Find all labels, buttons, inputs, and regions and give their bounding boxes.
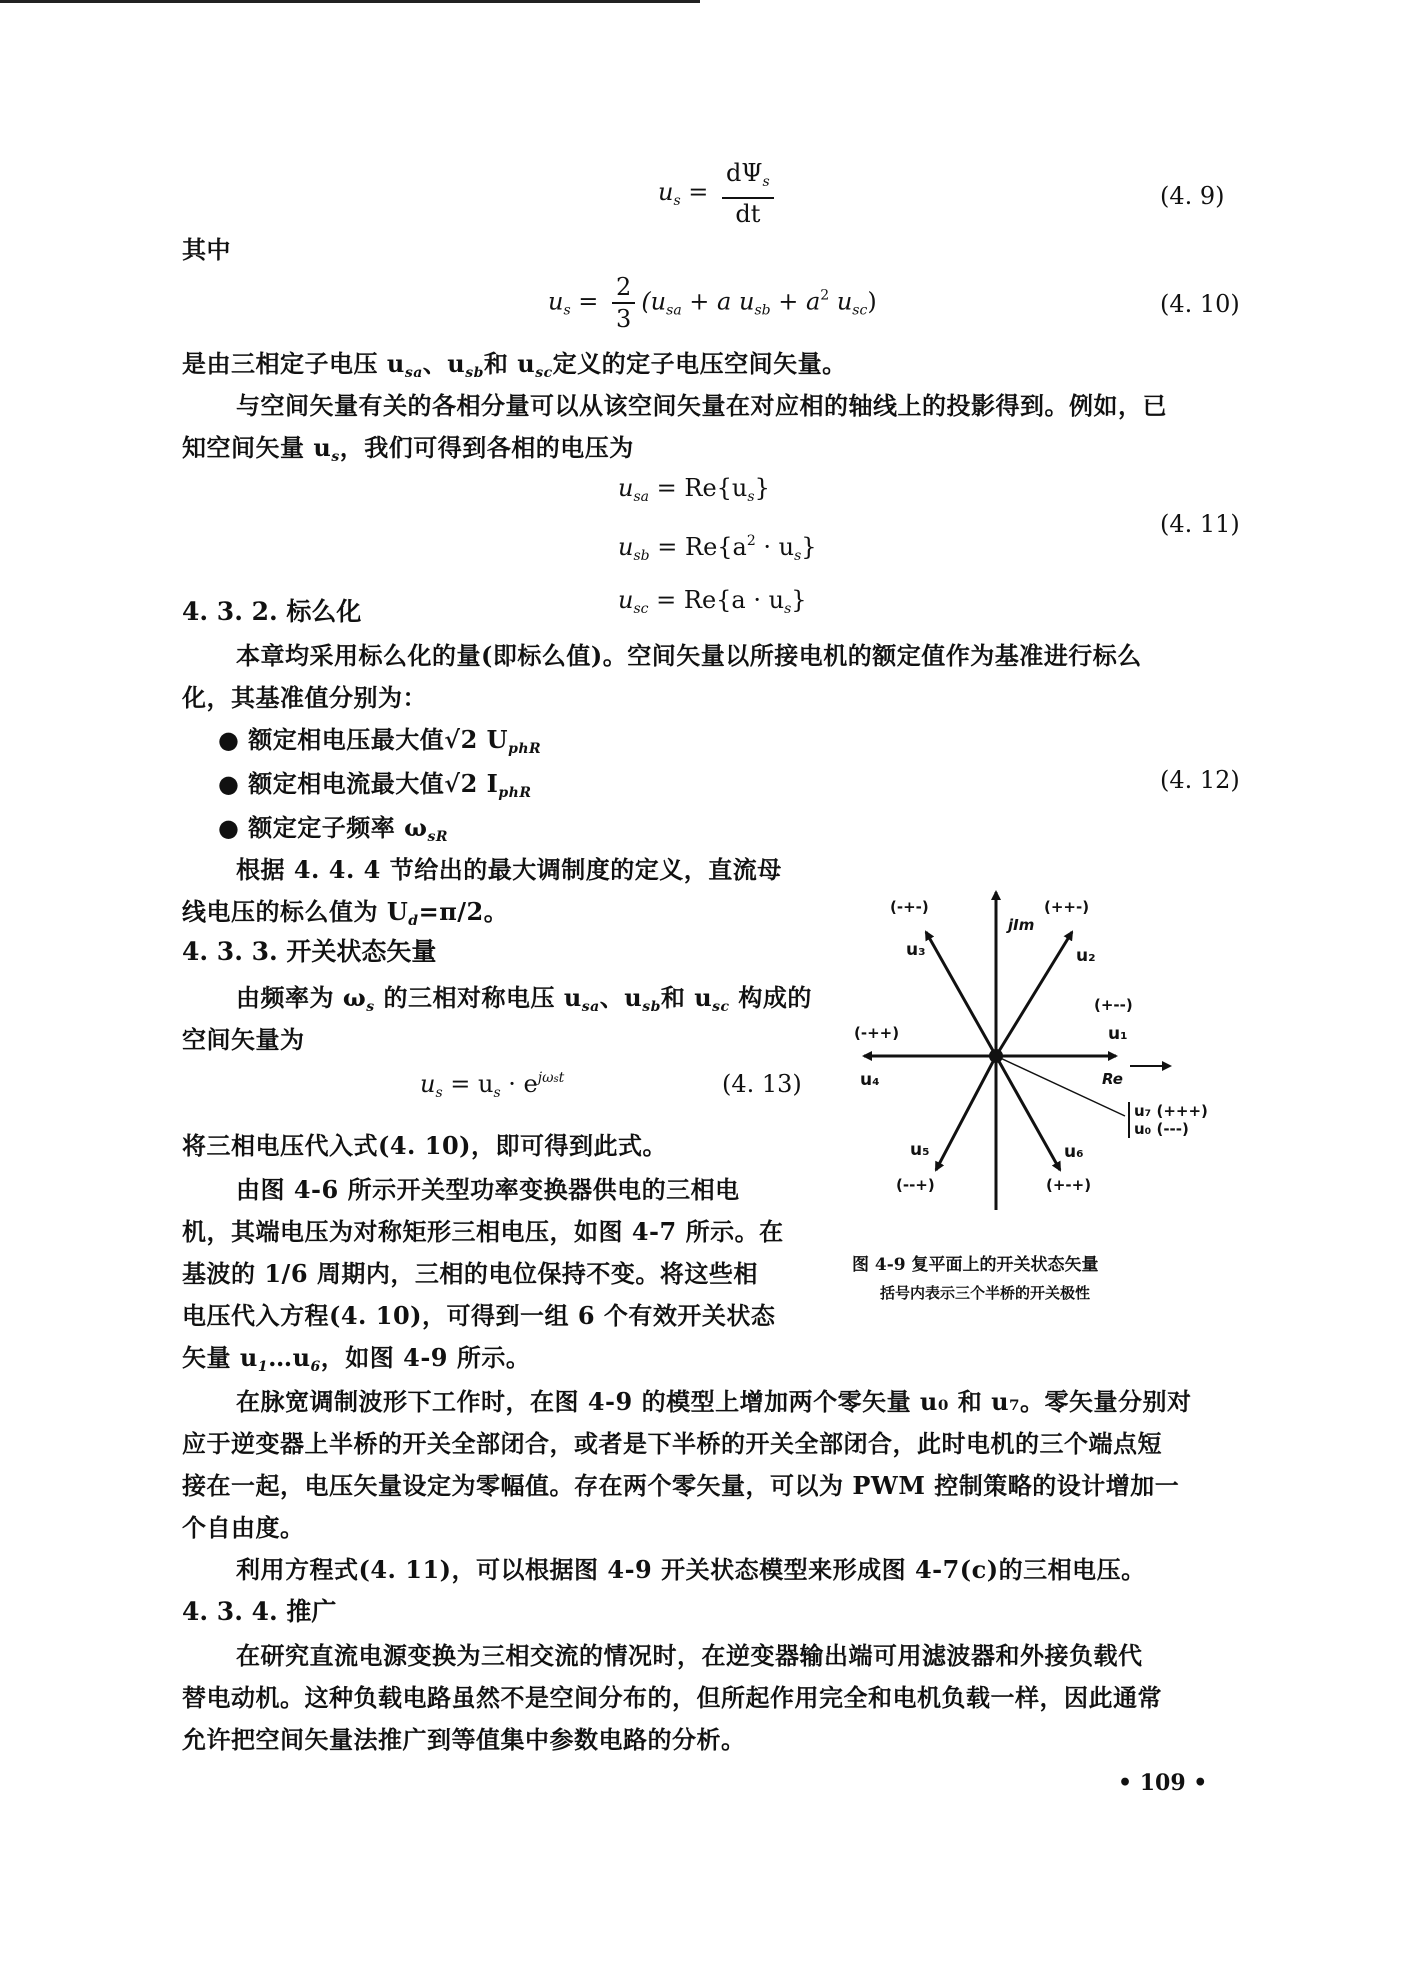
- paragraph-10-line-3: 允许把空间矢量法推广到等值集中参数电路的分析。: [182, 1725, 746, 1754]
- section-heading-4-3-4: 4. 3. 4. 推广: [182, 1597, 337, 1626]
- section-heading-4-3-3: 4. 3. 3. 开关状态矢量: [182, 937, 437, 966]
- state-u5: (--+): [896, 1176, 935, 1194]
- paragraph-1: 是由三相定子电压 $u_{sa}$、$u_{sb}$和 $u_{sc}$定义的定子电压空间矢量。: [182, 349, 847, 381]
- paragraph-5-line-1: 由频率为 $\omega_s$ 的三相对称电压 $u_{sa}$、$u_{sb}$和 $u_{sc}$ 构成的: [236, 983, 812, 1015]
- figure-caption-note: 括号内表示三个半桥的开关极性: [880, 1284, 1091, 1302]
- figure-4-9: [840, 880, 1240, 1220]
- label-u7: u₇ (+++): [1128, 1102, 1208, 1120]
- text-qizhong: 其中: [182, 235, 231, 264]
- label-u3: u₃: [906, 940, 926, 960]
- equation-4-11: $u_{sa} = Re\{u_s\}$ $u_{sb} = Re\{a^2 \cdot u_s\}$ $u_{sc} = Re\{a \cdot u_s\}$: [618, 474, 817, 617]
- equation-4-9: $u_s$ = $\frac{d\Psi_s}{dt}$: [658, 158, 780, 229]
- paragraph-2-line-1: 与空间矢量有关的各相分量可以从该空间矢量在对应相的轴线上的投影得到。例如，已: [236, 391, 1167, 420]
- label-u2: u₂: [1076, 946, 1096, 966]
- paragraph-7-line-2: 机，其端电压为对称矩形三相电压，如图 4-7 所示。在: [182, 1217, 784, 1246]
- paragraph-7-line-1: 由图 4-6 所示开关型功率变换器供电的三相电: [236, 1175, 740, 1204]
- state-u4: (-++): [854, 1024, 900, 1042]
- label-u1: u₁: [1108, 1024, 1128, 1044]
- page-number: • 109 •: [1118, 1770, 1208, 1796]
- paragraph-6: 将三相电压代入式(4. 10)，即可得到此式。: [182, 1131, 668, 1160]
- switching-vector-diagram: [840, 880, 1240, 1220]
- origin-dot: [989, 1049, 1003, 1063]
- vector-u6: [996, 1056, 1060, 1170]
- paragraph-7-line-4: 电压代入方程(4. 10)，可得到一组 6 个有效开关状态: [182, 1301, 776, 1330]
- vector-u3: [926, 932, 996, 1056]
- label-u6: u₆: [1064, 1142, 1084, 1162]
- equation-number-4-10: (4. 10): [1160, 290, 1240, 318]
- paragraph-2-line-2: 知空间矢量 $u_s$，我们可得到各相的电压为: [182, 433, 634, 465]
- equation-number-4-9: (4. 9): [1160, 182, 1225, 210]
- top-rule: [0, 0, 700, 3]
- paragraph-8-line-1: 在脉宽调制波形下工作时，在图 4-9 的模型上增加两个零矢量 u₀ 和 u₇。零矢量分别对: [236, 1387, 1192, 1416]
- paragraph-10-line-2: 替电动机。这种负载电路虽然不是空间分布的，但所起作用完全和电机负载一样，因此通常: [182, 1683, 1162, 1712]
- figure-caption-title: 图 4-9 复平面上的开关状态矢量: [852, 1255, 1099, 1275]
- paragraph-4-line-1: 根据 4. 4. 4 节给出的最大调制度的定义，直流母: [236, 855, 782, 884]
- state-u2: (++-): [1044, 898, 1090, 916]
- paragraph-10-line-1: 在研究直流电源变换为三相交流的情况时，在逆变器输出端可用滤波器和外接负载代: [236, 1641, 1143, 1670]
- bullet-rated-stator-frequency: ● 额定定子频率 $\omega_{sR}$: [218, 813, 449, 845]
- paragraph-8-line-2: 应于逆变器上半桥的开关全部闭合，或者是下半桥的开关全部闭合，此时电机的三个端点短: [182, 1429, 1162, 1458]
- paragraph-4-line-2: 线电压的标么值为 $U_d=\pi/2$。: [182, 897, 509, 929]
- equation-number-4-13: (4. 13): [722, 1070, 802, 1098]
- equation-4-13: $u_s = u_s \cdot e^{j\omega st}$: [420, 1070, 565, 1101]
- state-u1: (+--): [1094, 996, 1133, 1014]
- vector-u5: [936, 1056, 996, 1170]
- label-u0: u₀ (---): [1128, 1120, 1189, 1138]
- paragraph-7-line-5: 矢量 $u_1\dots u_6$，如图 4-9 所示。: [182, 1343, 531, 1375]
- state-u6: (+-+): [1046, 1176, 1092, 1194]
- label-jim: jIm: [1008, 916, 1035, 934]
- paragraph-8-line-3: 接在一起，电压矢量设定为零幅值。存在两个零矢量，可以为 PWM 控制策略的设计增加一: [182, 1471, 1180, 1500]
- paragraph-5-line-2: 空间矢量为: [182, 1025, 305, 1054]
- section-heading-4-3-2: 4. 3. 2. 标么化: [182, 597, 362, 626]
- label-re: Re: [1102, 1070, 1123, 1088]
- vector-u2: [996, 932, 1072, 1056]
- equation-4-10: $u_s$ = $\frac{2}{3}$ ($u_{sa} + a$ $u_{sb} + a^2$ $u_{sc}$): [548, 273, 877, 333]
- bullet-rated-phase-voltage: ● 额定相电压最大值√2 $U_{phR}$: [218, 725, 542, 757]
- paragraph-8-line-4: 个自由度。: [182, 1513, 305, 1542]
- equation-number-4-11: (4. 11): [1160, 510, 1240, 538]
- paragraph-9: 利用方程式(4. 11)，可以根据图 4-9 开关状态模型来形成图 4-7(c)的三相电压。: [236, 1555, 1146, 1584]
- equation-number-4-12: (4. 12): [1160, 766, 1240, 794]
- paragraph-3-line-1: 本章均采用标么化的量(即标么值)。空间矢量以所接电机的额定值作为基准进行标么: [236, 641, 1142, 670]
- bullet-rated-phase-current: ● 额定相电流最大值√2 $I_{phR}$: [218, 769, 532, 801]
- paragraph-3-line-2: 化，其基准值分别为：: [182, 683, 427, 712]
- paragraph-7-line-3: 基波的 1/6 周期内，三相的电位保持不变。将这些相: [182, 1259, 758, 1288]
- label-u5: u₅: [910, 1140, 930, 1160]
- label-u4: u₄: [860, 1070, 880, 1090]
- state-u3: (-+-): [890, 898, 929, 916]
